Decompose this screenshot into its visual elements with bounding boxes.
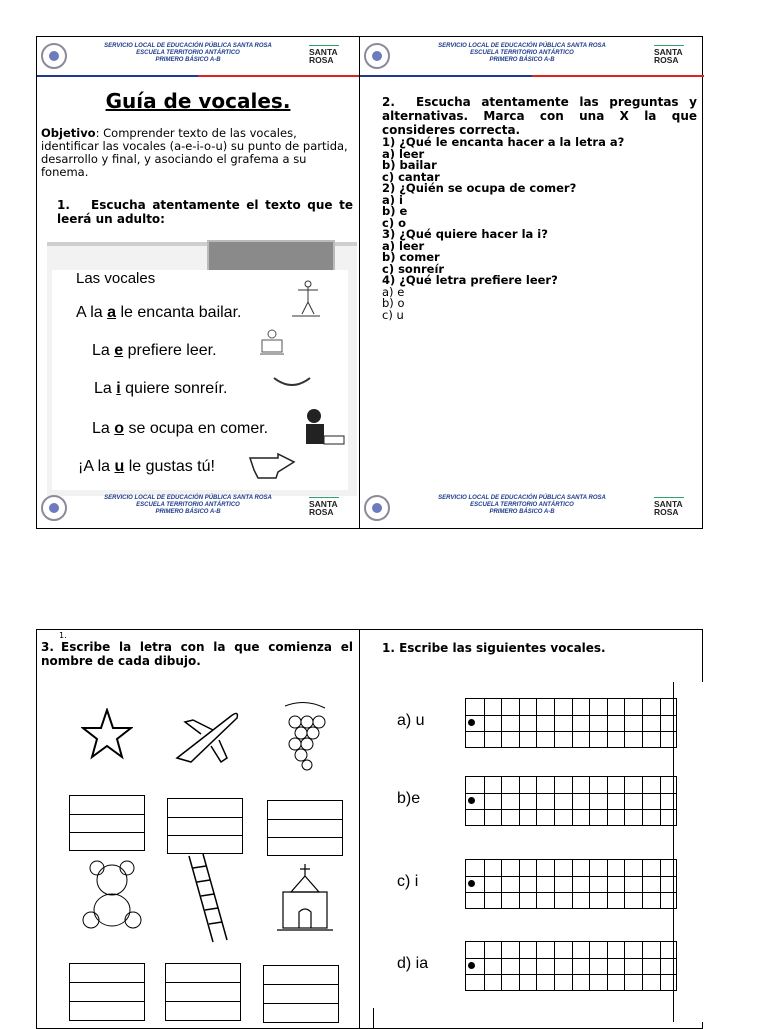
page-divider xyxy=(359,630,360,1028)
header-line: ESCUELA TERRITORIO ANTÁRTICO xyxy=(470,502,574,508)
answer-box-ladder[interactable] xyxy=(165,963,241,1021)
question-list xyxy=(382,137,624,321)
church-picture xyxy=(275,862,337,934)
school-seal-icon xyxy=(41,43,67,69)
start-dot-icon xyxy=(468,962,475,969)
header-line: ESCUELA TERRITORIO ANTÁRTICO xyxy=(470,50,574,56)
vowel-row-label: c) i xyxy=(397,873,419,890)
school-header xyxy=(360,37,704,77)
answer-box-star[interactable] xyxy=(69,795,145,851)
start-dot-icon xyxy=(468,719,475,726)
santa-rosa-logo: SANTA ROSA xyxy=(654,47,683,65)
question-line: a) e xyxy=(382,284,405,299)
question-line: b) e xyxy=(382,204,408,218)
question-line: 1) ¿Qué le encanta hacer a la letra a? xyxy=(382,135,625,149)
page-title: Guía de vocales. xyxy=(105,89,291,113)
header-line: SERVICIO LOCAL DE EDUCACIÓN PÚBLICA SANTA ROSA xyxy=(104,495,272,501)
header-line: PRIMERO BÁSICO A-B xyxy=(155,509,221,515)
poem-title: Las vocales xyxy=(76,270,156,287)
question-line: a) leer xyxy=(382,238,425,253)
vowel-row-label: d) ia xyxy=(397,955,429,972)
vowel-row-label: b)e xyxy=(397,790,421,807)
header-line: ESCUELA TERRITORIO ANTÁRTICO xyxy=(136,50,240,56)
worksheet-page-top xyxy=(36,36,703,529)
question-line: 4) ¿Qué letra prefiere leer? xyxy=(382,273,558,287)
writing-instruction: 1. Escribe las siguientes vocales. xyxy=(382,641,606,655)
start-dot-icon xyxy=(468,797,475,804)
start-dot-icon xyxy=(468,880,475,887)
question-line: b) o xyxy=(382,296,405,310)
question-line: 3) ¿Qué quiere hacer la i? xyxy=(382,227,548,241)
answer-box-grapes[interactable] xyxy=(267,800,343,856)
question-line: b) bailar xyxy=(382,158,437,172)
header-line: PRIMERO BÁSICO A-B xyxy=(155,57,221,63)
school-seal-icon xyxy=(41,495,67,521)
school-seal-icon xyxy=(364,43,390,69)
header-line: SERVICIO LOCAL DE EDUCACIÓN PÚBLICA SANTA ROSA xyxy=(438,43,606,49)
header-line: PRIMERO BÁSICO A-B xyxy=(489,57,555,63)
question-line: c) cantar xyxy=(382,169,440,184)
header-text xyxy=(400,43,644,64)
question-line: 2) ¿Quién se ocupa de comer? xyxy=(382,181,577,195)
vowel-poem-image xyxy=(47,242,357,496)
question-line: a) leer xyxy=(382,146,425,161)
poem-line: La o se ocupa en comer. xyxy=(92,420,269,437)
header-line: PRIMERO BÁSICO A-B xyxy=(489,509,555,515)
poem-line: ¡A la u le gustas tú! xyxy=(78,458,215,475)
question-line: c) sonreír xyxy=(382,261,445,276)
item-2-instruction: 2. Escucha atentamente las preguntas y alternativas. Marca con una X la que consideres correcta. xyxy=(382,95,697,137)
item-1-instruction: 1. Escucha atentamente el texto que te leerá un adulto: xyxy=(57,198,353,226)
question-line: c) u xyxy=(382,307,404,322)
header-text xyxy=(77,43,299,64)
poem-line: La e prefiere leer. xyxy=(92,342,217,359)
santa-rosa-logo: SANTA ROSA xyxy=(309,47,338,65)
pointing-hand-icon xyxy=(248,452,298,482)
answer-box-teddy-bear[interactable] xyxy=(69,963,145,1021)
grapes-picture xyxy=(275,698,333,772)
star-picture xyxy=(81,708,133,760)
answer-box-airplane[interactable] xyxy=(167,798,243,854)
ladder-picture xyxy=(183,852,233,946)
dancer-icon xyxy=(288,278,322,320)
header-text xyxy=(400,495,644,516)
school-seal-icon xyxy=(364,495,390,521)
stray-number: 1. xyxy=(59,631,67,640)
question-line: b) comer xyxy=(382,250,440,264)
school-footer xyxy=(360,489,704,529)
question-line: a) i xyxy=(382,192,403,207)
reader-icon xyxy=(258,328,286,358)
teddy-bear-picture xyxy=(81,858,143,930)
item-3-instruction: 3. Escribe la letra con la que comienza el nombre de cada dibujo. xyxy=(41,640,353,668)
poem-line: La i quiere sonreír. xyxy=(94,380,228,397)
santa-rosa-logo: SANTA ROSA xyxy=(654,499,683,517)
writing-grid[interactable] xyxy=(465,859,677,909)
answer-box-church[interactable] xyxy=(263,965,339,1023)
school-header xyxy=(37,37,359,77)
school-footer xyxy=(37,489,359,529)
eating-man-icon xyxy=(298,406,346,450)
header-line: SERVICIO LOCAL DE EDUCACIÓN PÚBLICA SANTA ROSA xyxy=(104,43,272,49)
writing-grid[interactable] xyxy=(465,698,677,748)
objective-text: Objetivo: Comprender texto de las vocales, identificar las vocales (a-e-i-o-u) su punto de partida, desarrollo y final, y asociando el grafema a su fonema. xyxy=(41,126,348,179)
page-divider xyxy=(359,37,360,528)
header-line: SERVICIO LOCAL DE EDUCACIÓN PÚBLICA SANTA ROSA xyxy=(438,495,606,501)
question-line: c) o xyxy=(382,215,406,230)
writing-grid[interactable] xyxy=(465,941,677,991)
airplane-picture xyxy=(171,704,243,766)
writing-grid[interactable] xyxy=(465,776,677,826)
santa-rosa-logo: SANTA ROSA xyxy=(309,499,338,517)
poem-line: A la a le encanta bailar. xyxy=(76,304,242,321)
header-text xyxy=(77,495,299,516)
header-line: ESCUELA TERRITORIO ANTÁRTICO xyxy=(136,502,240,508)
smile-icon xyxy=(272,374,312,390)
worksheet-page-bottom xyxy=(36,629,703,1029)
vowel-row-label: a) u xyxy=(397,712,425,729)
